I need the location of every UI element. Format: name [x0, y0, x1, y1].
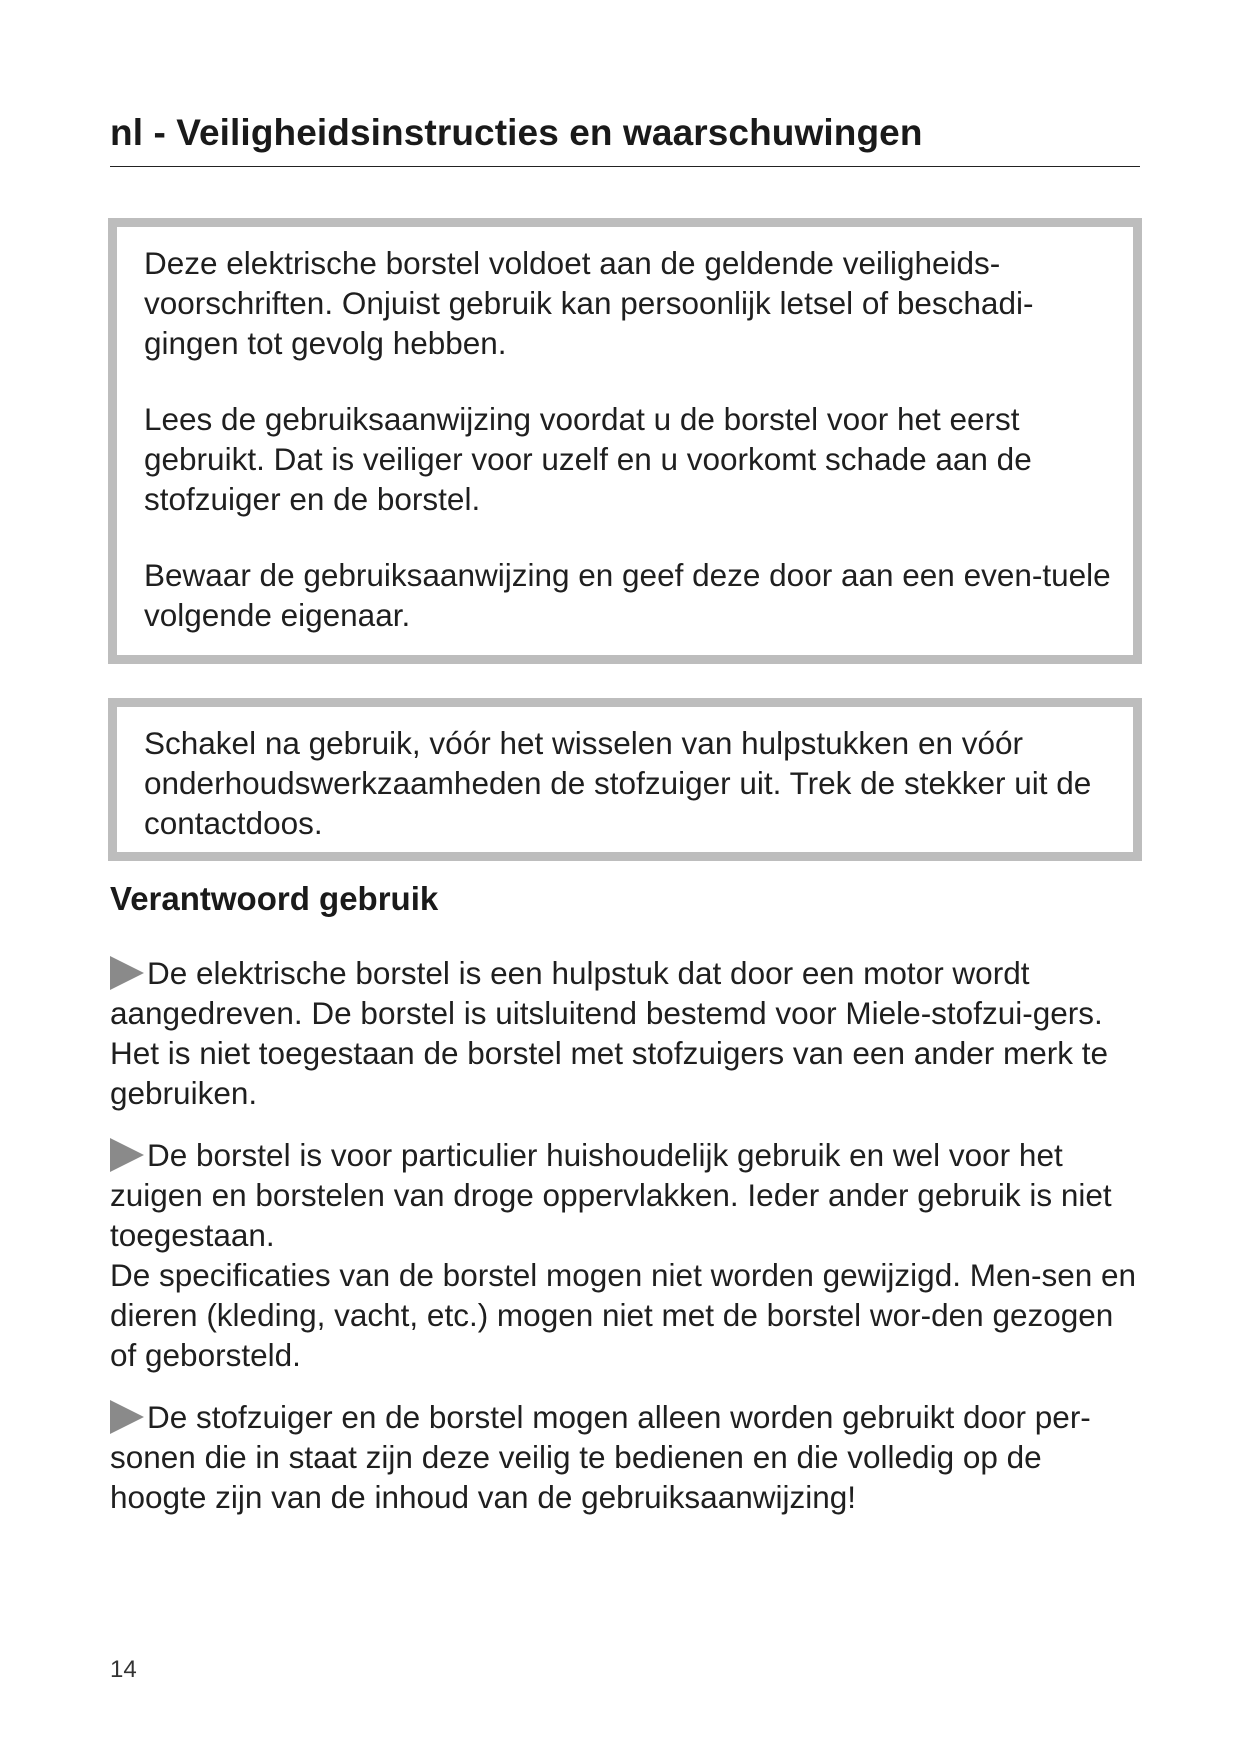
list-item: [110, 1135, 1145, 1255]
list-item: [110, 953, 1145, 1113]
safety-notice-paragraph: Deze elektrische borstel voldoet aan de geldende veiligheids-voorschriften. Onjuist gebruik kan persoonlijk letsel of beschadi-gingen tot gevolg hebben.: [144, 245, 1034, 361]
page-header: [110, 112, 1140, 167]
section-title: Verantwoord gebruik: [110, 880, 439, 917]
list-item-text: De borstel is voor particulier huishoudelijk gebruik en wel voor het zuigen en borstelen van droge oppervlakken. Ieder ander gebruik is niet toegestaan.: [110, 1137, 1112, 1253]
list-item: [110, 1397, 1145, 1517]
triangle-bullet-icon: [110, 1400, 144, 1434]
triangle-bullet-icon: [110, 956, 144, 990]
safety-notice-box: [108, 218, 1142, 664]
list-item-continuation: De specificaties van de borstel mogen niet worden gewijzigd. Men-sen en dieren (kleding, vacht, etc.) mogen niet met de borstel wor-den gezogen of geborsteld.: [110, 1257, 1137, 1373]
switch-off-notice-text: Schakel na gebruik, vóór het wisselen van hulpstukken en vóór onderhoudswerkzaamheden de stofzuiger uit. Trek de stekker uit de contactdoos.: [144, 725, 1092, 841]
safety-notice-paragraph: Bewaar de gebruiksaanwijzing en geef deze door aan een even-tuele volgende eigenaar.: [144, 557, 1111, 633]
list-item-text: De elektrische borstel is een hulpstuk dat door een motor wordt aangedreven. De borstel is uitsluitend bestemd voor Miele-stofzui-gers. Het is niet toegestaan de borstel met stofzuigers van een ander merk te gebruiken.: [110, 955, 1109, 1111]
switch-off-notice-box: [108, 698, 1142, 861]
triangle-bullet-icon: [110, 1138, 144, 1172]
section-content: [110, 953, 1145, 1539]
safety-notice-paragraph: Lees de gebruiksaanwijzing voordat u de borstel voor het eerst gebruikt. Dat is veiliger voor uzelf en u voorkomt schade aan de stofzuiger en de borstel.: [144, 401, 1032, 517]
list-item-text: De stofzuiger en de borstel mogen alleen worden gebruikt door per-sonen die in staat zijn deze veilig te bedienen en die volledig op de hoogte zijn van de inhoud van de gebruiksaanwijzing!: [110, 1399, 1091, 1515]
page-number: 14: [110, 1656, 137, 1683]
page-title: nl - Veiligheidsinstructies en waarschuwingen: [110, 112, 923, 153]
